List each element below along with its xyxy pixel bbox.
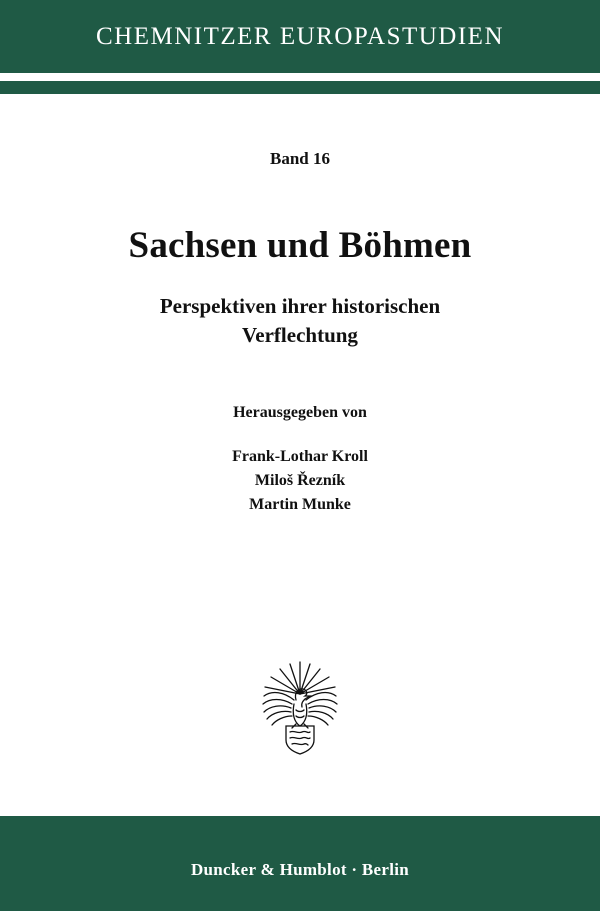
subtitle-line-1: Perspektiven ihrer historischen [159,294,441,318]
editor-name: Miloš Řezník [254,472,346,489]
book-title: Sachsen und Böhmen [128,225,472,266]
griffin-logo-icon [258,660,342,758]
editor-name: Martin Munke [249,496,351,513]
volume-number: Band 16 [270,149,330,168]
edited-by-label: Herausgegeben von [233,404,367,421]
subtitle-line-2: Verflechtung [242,323,358,347]
book-subtitle [0,292,600,350]
editor-name: Frank-Lothar Kroll [232,448,368,465]
publisher-footer-band [0,816,600,911]
series-title: CHEMNITZER EUROPASTUDIEN [96,22,504,50]
header-stripe [0,81,600,94]
series-header-band [0,0,600,73]
publisher-name: Duncker & Humblot · Berlin [190,859,410,879]
editors-list [0,445,600,517]
